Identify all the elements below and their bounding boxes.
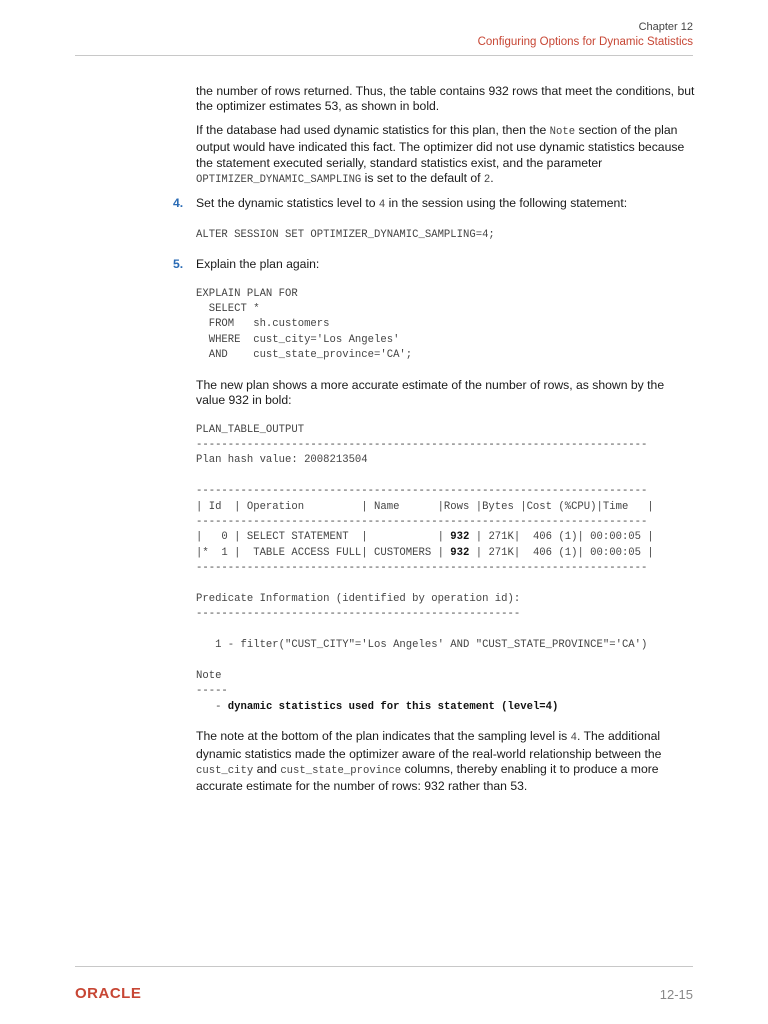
code-alter-session: ALTER SESSION SET OPTIMIZER_DYNAMIC_SAMPLING=4; [196, 228, 495, 241]
section-title: Configuring Options for Dynamic Statistics [477, 36, 693, 48]
code-explain-plan: EXPLAIN PLAN FOR SELECT * FROM sh.customers WHERE cust_city='Los Angeles' AND cust_state_province='CA'; [196, 287, 413, 362]
chapter-label: Chapter 12 [638, 21, 693, 33]
inline-code-city: cust_city [196, 765, 254, 778]
step-5: 5. Explain the plan again: [173, 257, 320, 272]
step-number: 5. [173, 257, 184, 272]
inline-code-level: 4 [378, 199, 386, 212]
inline-code-note: Note [549, 125, 576, 138]
footer-rule [75, 966, 693, 967]
inline-code-param: OPTIMIZER_DYNAMIC_SAMPLING [196, 174, 362, 187]
inline-code-default: 2 [483, 174, 491, 187]
paragraph-dynamic-stats: If the database had used dynamic statistics for this plan, then the Note section of the plan output would have indicated this fact. The optimizer did not use dynamic statistics because the statement executed serially, standard statistics exist, and the parameter OPTIMIZER_DYNAMIC_SAMPLING is set to the default of 2. [196, 122, 685, 187]
step-4: 4. Set the dynamic statistics level to 4 in the session using the following statement: [173, 196, 628, 212]
paragraph-final-note: The note at the bottom of the plan indicates that the sampling level is 4. The additional dynamic statistics made the optimizer aware of the real-world relationship between the cust_city and cust_state_province columns, thereby enabling it to produce a more accurate estimate for the number of rows: 932 rather than 53. [196, 729, 662, 794]
paragraph-new-plan: The new plan shows a more accurate estimate of the number of rows, as shown by the value 932 in bold: [196, 377, 665, 408]
page-header [478, 20, 693, 50]
inline-code-state: cust_state_province [280, 765, 402, 778]
code-plan-output: PLAN_TABLE_OUTPUT ----------------------------------------------------------------------- Plan hash value: 2008213504 ----------------------------------------------------------------------- | Id | Operation | Name |Rows |Bytes |Cost (%CPU)|Time | ----------------------------------------------------------------------- | 0 | SELECT STATEMENT | | 932 | 271K| 406 (1)| 00:00:05 | |* 1 | TABLE ACCESS FULL| CUSTOMERS | 932 | 271K| 406 (1)| 00:00:05 | ----------------------------------------------------------------------- Predicate Information (identified by operation id): --------------------------------------------------- 1 - filter("CUST_CITY"='Los Angeles' AND "CUST_STATE_PROVINCE"='CA') Note ----- - dynamic statistics used for this statement (level=4) [196, 423, 654, 713]
oracle-logo: ORACLE [75, 985, 142, 1002]
header-rule [75, 55, 693, 56]
note-bold: dynamic statistics used for this statement (level=4) [227, 700, 559, 713]
page-content [173, 84, 696, 803]
rows-estimate-bold: 932 [450, 531, 470, 544]
paragraph-rows-returned: the number of rows returned. Thus, the table contains 932 rows that meet the conditions, but the optimizer estimates 53, as shown in bold. [196, 84, 695, 114]
rows-estimate-bold: 932 [450, 546, 470, 559]
page-number: 12-15 [659, 987, 693, 1002]
step-number: 4. [173, 196, 184, 211]
inline-code-level: 4 [570, 732, 578, 745]
